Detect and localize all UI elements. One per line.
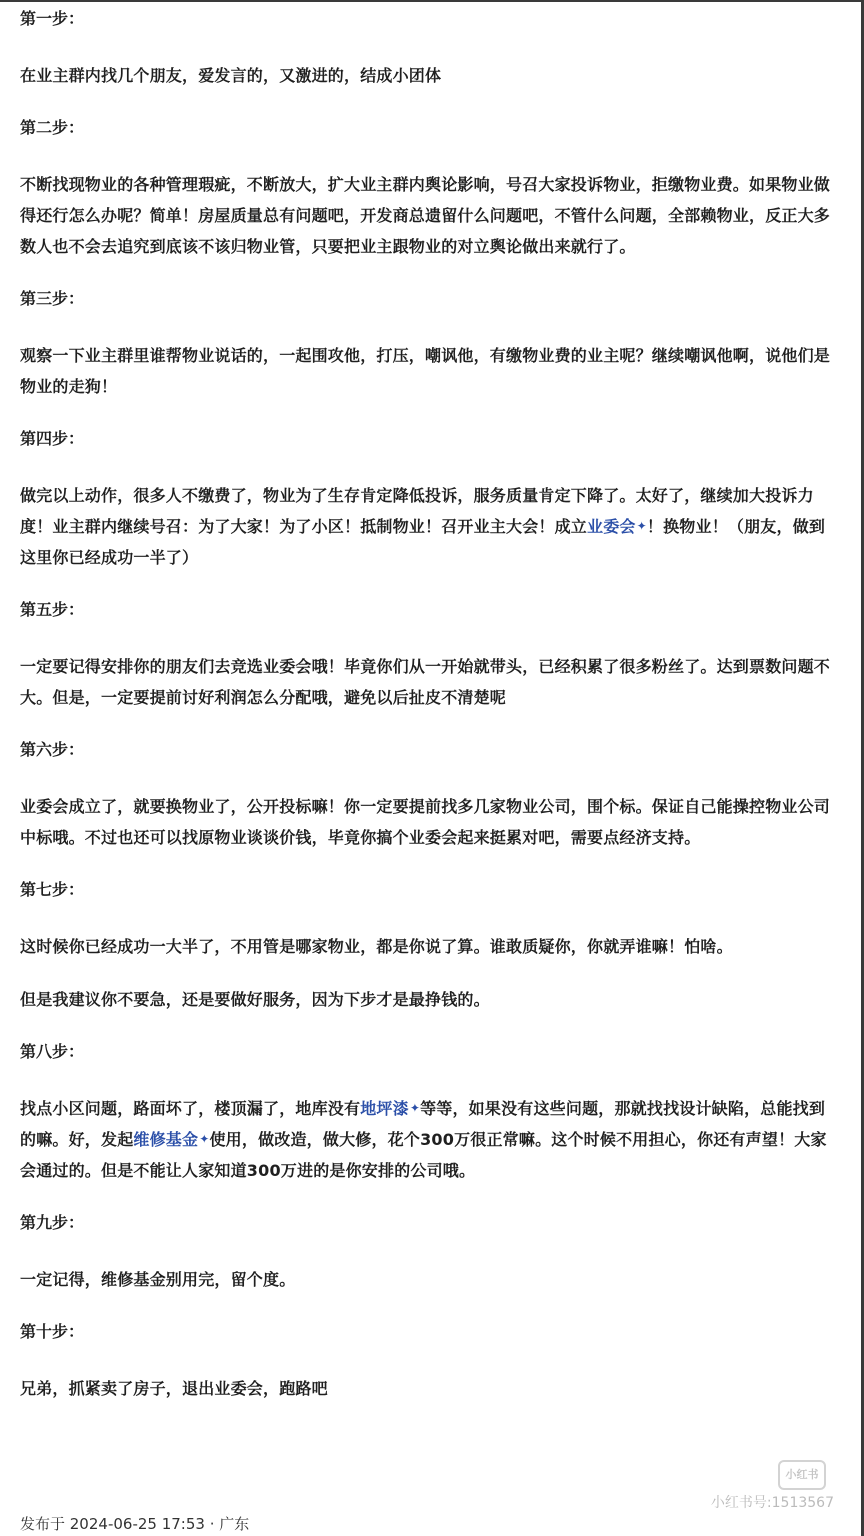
step-10-body: 兄弟，抓紧卖了房子，退出业委会，跑路吧 [20, 1379, 328, 1398]
publish-info: 发布于 2024-06-25 17:53 · 广东 [20, 1515, 250, 1533]
plus-icon[interactable]: ✦ [409, 1101, 421, 1115]
step-4-text-b: ！换物业！（朋友，做到这里你已经成功一半了） [20, 517, 826, 567]
step-9-heading: 第九步： [20, 1213, 85, 1232]
link-maintenance-fund[interactable]: 维修基金 [133, 1130, 199, 1149]
step-8-body [20, 1093, 832, 1186]
step-5-heading: 第五步： [20, 600, 85, 619]
step-7-heading: 第七步： [20, 880, 85, 899]
step-2-body: 不断找现物业的各种管理瑕疵，不断放大，扩大业主群内舆论影响，号召大家投诉物业，拒缴物业费。如果物业做得还行怎么办呢？简单！房屋质量总有问题吧，开发商总遗留什么问题吧，不管什么问题，全部赖物业，反正大多数人也不会去追究到底该不该归物业管，只要把业主跟物业的对立舆论做出来就行了。 [20, 175, 831, 256]
step-9-body: 一定记得，维修基金别用完，留个度。 [20, 1270, 296, 1289]
step-7-body: 这时候你已经成功一大半了，不用管是哪家物业，都是你说了算。谁敢质疑你，你就弄谁嘛！怕啥。 [20, 937, 733, 956]
plus-icon[interactable]: ✦ [199, 1132, 210, 1146]
step-2-heading: 第二步： [20, 118, 85, 137]
step-4-body [20, 480, 832, 573]
step-1-body: 在业主群内找几个朋友，爱发言的，又激进的，结成小团体 [20, 66, 442, 85]
step-3-body: 观察一下业主群里谁帮物业说话的，一起围攻他，打压，嘲讽他，有缴物业费的业主呢？继续嘲讽他啊，说他们是物业的走狗！ [20, 346, 831, 396]
step-8-text-a: 找点小区问题，路面坏了，楼顶漏了，地库没有 [20, 1099, 361, 1118]
step-3-heading: 第三步： [20, 289, 85, 308]
step-8-text-b: 等等，如果没有这些问题，那就找找设计缺陷，总能找到的嘛。好，发起 [20, 1099, 826, 1149]
step-4-text-a: 做完以上动作，很多人不缴费了，物业为了生存肯定降低投诉，服务质量肯定下降了。太好了，继续加大投诉力度！业主群内继续号召：为了大家！为了小区！抵制物业！召开业主大会！成立 [20, 486, 814, 536]
step-7-body-2: 但是我建议你不要急，还是要做好服务，因为下步才是最挣钱的。 [20, 990, 490, 1009]
step-5-body: 一定要记得安排你的朋友们去竞选业委会哦！毕竟你们从一开始就带头，已经积累了很多粉丝了。达到票数问题不大。但是，一定要提前讨好利润怎么分配哦，避免以后扯皮不清楚呢 [20, 657, 831, 707]
step-6-body: 业委会成立了，就要换物业了，公开投标嘛！你一定要提前找多几家物业公司，围个标。保证自己能操控物业公司中标哦。不过也还可以找原物业谈谈价钱，毕竟你搞个业委会起来挺累对吧，需要点经济支持。 [20, 797, 831, 847]
watermark-logo: 小红书 [778, 1460, 826, 1490]
link-committee[interactable]: 业委会 [587, 517, 636, 536]
link-floor-paint[interactable]: 地坪漆 [360, 1099, 409, 1118]
step-8-text-c: 使用，做改造，做大修，花个300万很正常嘛。这个时候不用担心，你还有声望！大家会通过的。但是不能让人家知道300万进的是你安排的公司哦。 [20, 1130, 827, 1180]
watermark-text: 小红书号:1513567 [710, 1495, 834, 1511]
step-6-heading: 第六步： [20, 740, 85, 759]
step-1-heading: 第一步： [20, 9, 85, 28]
top-border [0, 0, 864, 2]
step-4-heading: 第四步： [20, 429, 85, 448]
plus-icon[interactable]: ✦ [636, 519, 647, 533]
step-10-heading: 第十步： [20, 1322, 85, 1341]
article-content [20, 8, 832, 1430]
step-8-heading: 第八步： [20, 1042, 85, 1061]
